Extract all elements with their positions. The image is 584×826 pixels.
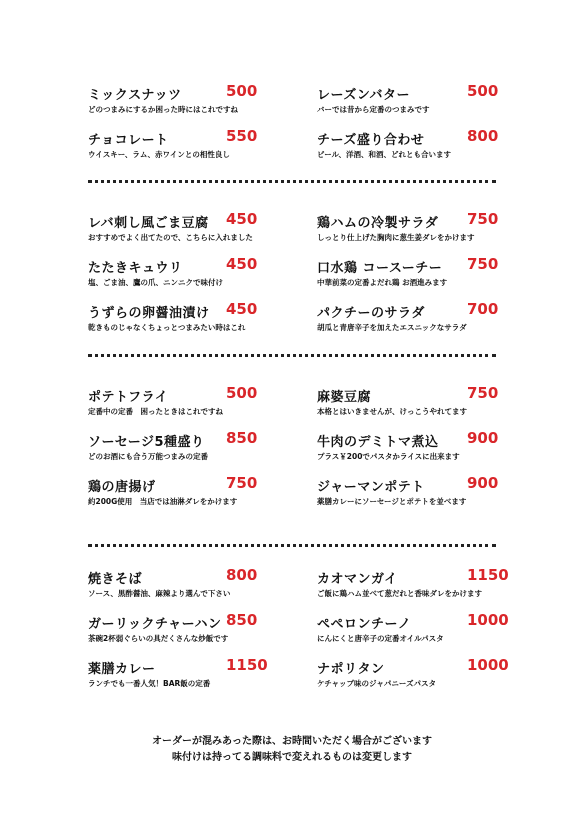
menu-item-name: パクチーのサラダ bbox=[317, 306, 425, 321]
menu-item bbox=[317, 84, 537, 124]
menu-item-price: 550 bbox=[226, 127, 258, 145]
menu-item-description: 乾きものじゃなくちょっとつまみたい時はこれ bbox=[88, 323, 246, 332]
menu-item-description: ソース、黒酢醤油、麻辣より選んで下さい bbox=[88, 589, 231, 598]
menu-item-price: 750 bbox=[467, 210, 499, 228]
menu-item-price: 900 bbox=[467, 474, 499, 492]
menu-item-price: 1000 bbox=[467, 611, 509, 629]
menu-item bbox=[88, 431, 308, 471]
menu-item-name: 鶏ハムの冷製サラダ bbox=[317, 216, 439, 231]
menu-item bbox=[88, 476, 308, 516]
menu-item-name: レバ刺し風ごま豆腐 bbox=[88, 216, 209, 231]
menu-item-price: 450 bbox=[226, 255, 258, 273]
menu-item-price: 1150 bbox=[467, 566, 509, 584]
menu-item-description: 約200G使用 当店では油淋ダレをかけます bbox=[88, 497, 238, 506]
menu-item-name: ミックスナッツ bbox=[88, 88, 182, 103]
menu-item bbox=[317, 568, 537, 608]
menu-item-description: ケチャップ味のジャパニーズパスタ bbox=[317, 679, 436, 688]
menu-item bbox=[88, 212, 308, 252]
menu-item bbox=[88, 84, 308, 124]
menu-item-description: どのつまみにするか困った時にはこれですね bbox=[88, 105, 238, 114]
menu-item-description: 塩、ごま油、鷹の爪、ニンニクで味付け bbox=[88, 278, 223, 287]
menu-item-price: 450 bbox=[226, 210, 258, 228]
menu-item-description: 本格とはいきませんが、けっこうやれてます bbox=[317, 407, 467, 416]
dotted-divider bbox=[88, 180, 496, 183]
menu-item bbox=[317, 212, 537, 252]
menu-item-description: おすすめでよく出てたので、こちらに入れました bbox=[88, 233, 253, 242]
menu-item-name: ポテトフライ bbox=[88, 390, 169, 405]
menu-item-price: 450 bbox=[226, 300, 258, 318]
menu-item-price: 800 bbox=[467, 127, 499, 145]
menu-item-name: 焼きそば bbox=[88, 572, 143, 587]
menu-item-name: 牛肉のデミトマ煮込 bbox=[317, 435, 439, 450]
menu-item-description: プラス￥200でパスタかライスに出来ます bbox=[317, 452, 460, 461]
menu-item bbox=[88, 257, 308, 297]
menu-item-name: ペペロンチーノ bbox=[317, 617, 412, 632]
menu-item-price: 800 bbox=[226, 566, 258, 584]
dotted-divider bbox=[88, 354, 496, 357]
menu-item-description: ウイスキー、ラム、赤ワインとの相性良し bbox=[88, 150, 230, 159]
menu-item bbox=[317, 476, 537, 516]
menu-item-price: 1000 bbox=[467, 656, 509, 674]
menu-item-price: 1150 bbox=[226, 656, 268, 674]
menu-item-description: しっとり仕上げた胸肉に葱生姜ダレをかけます bbox=[317, 233, 475, 242]
menu-item-price: 750 bbox=[467, 255, 499, 273]
footer-line-1: オーダーが混みあった際は、お時間いただく場合がございます bbox=[152, 736, 432, 747]
menu-item-name: 鶏の唐揚げ bbox=[88, 480, 156, 495]
menu-item-description: 薬膳カレーにソーセージとポテトを並べます bbox=[317, 497, 467, 506]
menu-item bbox=[88, 302, 308, 342]
menu-item-description: どのお酒にも合う万能つまみの定番 bbox=[88, 452, 208, 461]
menu-item-description: ビール、洋酒、和酒、どれとも合います bbox=[317, 150, 451, 159]
menu-item bbox=[88, 658, 308, 698]
menu-item-name: レーズンバター bbox=[317, 88, 410, 103]
footer-note bbox=[0, 734, 584, 766]
menu-item-description: ランチでも一番人気！BAR飯の定番 bbox=[88, 679, 211, 688]
menu-item-price: 750 bbox=[226, 474, 258, 492]
footer-line-2: 味付けは持ってる調味料で変えれるものは変更します bbox=[172, 752, 412, 763]
menu-item-description: 胡瓜と青唐辛子を加えたエスニックなサラダ bbox=[317, 323, 467, 332]
menu-item-description: 定番中の定番 困ったときはこれですね bbox=[88, 407, 223, 416]
menu-item bbox=[317, 129, 537, 169]
menu-item bbox=[88, 613, 308, 653]
menu-item bbox=[317, 302, 537, 342]
menu-item-price: 500 bbox=[226, 82, 258, 100]
menu-item-description: ご飯に鶏ハム並べて葱だれと香味ダレをかけます bbox=[317, 589, 482, 598]
menu-item-name: 口水鶏 コースーチー bbox=[317, 261, 443, 276]
menu-item-name: たたきキュウリ bbox=[88, 261, 183, 276]
menu-item bbox=[88, 568, 308, 608]
menu-item-price: 850 bbox=[226, 429, 258, 447]
menu-item-name: チョコレート bbox=[88, 133, 169, 148]
menu-item-price: 750 bbox=[467, 384, 499, 402]
menu-item-description: 茶碗2杯弱ぐらいの具だくさんな炒飯です bbox=[88, 634, 229, 643]
dotted-divider bbox=[88, 544, 496, 547]
menu-item-price: 700 bbox=[467, 300, 499, 318]
menu-item-price: 900 bbox=[467, 429, 499, 447]
menu-item bbox=[317, 386, 537, 426]
menu-item bbox=[317, 613, 537, 653]
menu-item-description: 中華前菜の定番よだれ鶏 お酒進みます bbox=[317, 278, 448, 287]
menu-item-name: 薬膳カレー bbox=[88, 662, 156, 677]
menu-item-name: うずらの卵醤油漬け bbox=[88, 306, 210, 321]
menu-item-name: ソーセージ5種盛り bbox=[88, 435, 205, 450]
menu-item-description: にんにくと唐辛子の定番オイルパスタ bbox=[317, 634, 444, 643]
menu-item-name: 麻婆豆腐 bbox=[317, 390, 372, 405]
menu-item-name: チーズ盛り合わせ bbox=[317, 133, 425, 148]
menu-item bbox=[88, 129, 308, 169]
menu-item-price: 850 bbox=[226, 611, 258, 629]
menu-item bbox=[317, 658, 537, 698]
menu-item-name: ガーリックチャーハン bbox=[88, 617, 222, 632]
menu-item-name: ジャーマンポテト bbox=[317, 480, 425, 495]
menu-item-name: カオマンガイ bbox=[317, 572, 398, 587]
menu-item-name: ナポリタン bbox=[317, 662, 385, 677]
menu-item-price: 500 bbox=[226, 384, 258, 402]
menu-item bbox=[317, 431, 537, 471]
menu-item bbox=[317, 257, 537, 297]
menu-item bbox=[88, 386, 308, 426]
menu-item-description: バーでは昔から定番のつまみです bbox=[317, 105, 430, 114]
menu-item-price: 500 bbox=[467, 82, 499, 100]
